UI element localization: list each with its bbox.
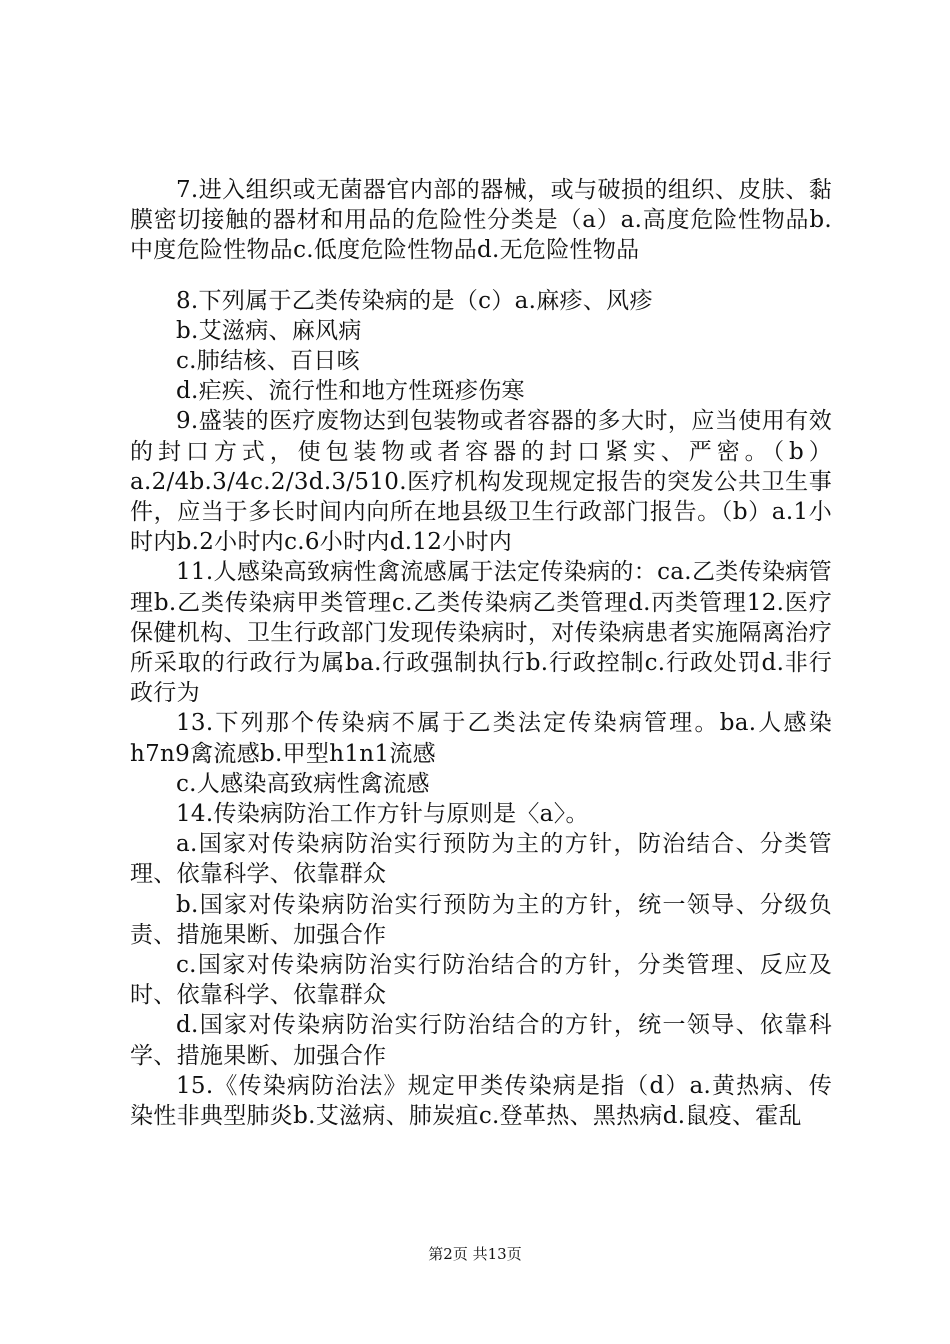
document-body bbox=[130, 175, 832, 1131]
question-8-option-d: d.疟疾、流行性和地方性斑疹伤寒 bbox=[176, 378, 525, 405]
question-13-option-c: c.人感染高致病性禽流感 bbox=[176, 770, 430, 797]
question-15: 15.《传染病防治法》规定甲类传染病是指（d）a.黄热病、传染性非典型肺炎b.艾滋病、肺炭疽c.登革热、黑热病d.鼠疫、霍乱 bbox=[130, 1072, 832, 1130]
paragraph-gap bbox=[130, 266, 832, 286]
question-9-10: 9.盛装的医疗废物达到包装物或者容器的多大时，应当使用有效的封口方式，使包装物或者容器的封口紧实、严密。（b）a.2/4b.3/4c.2/3d.3/510.医疗机构发现规定报告的突发公共卫生事件，应当于多长时间内向所在地县级卫生行政部门报告。（b）a.1小时内b.2小时内c.6小时内d.12小时内 bbox=[130, 408, 832, 556]
question-14-option-d: d.国家对传染病防治实行防治结合的方针，统一领导、依靠科学、措施果断、加强合作 bbox=[130, 1012, 832, 1069]
question-8-option-b: b.艾滋病、麻风病 bbox=[176, 317, 362, 344]
question-8: 8.下列属于乙类传染病的是（c）a.麻疹、风疹 bbox=[176, 287, 653, 314]
question-7: 7.进入组织或无菌器官内部的器械，或与破损的组织、皮肤、黏膜密切接触的器材和用品的危险性分类是（a）a.高度危险性物品b.中度危险性物品c.低度危险性物品d.无危险性物品 bbox=[130, 177, 832, 264]
question-14-option-b: b.国家对传染病防治实行预防为主的方针，统一领导、分级负责、措施果断、加强合作 bbox=[130, 891, 832, 948]
page-number-footer: 第2页 共13页 bbox=[428, 1245, 522, 1263]
question-8-option-c: c.肺结核、百日咳 bbox=[176, 348, 360, 375]
question-14: 14.传染病防治工作方针与原则是〈a〉。 bbox=[176, 801, 589, 828]
question-13: 13.下列那个传染病不属于乙类法定传染病管理。ba.人感染h7n9禽流感b.甲型h1n1流感 bbox=[130, 710, 832, 767]
question-14-option-c: c.国家对传染病防治实行防治结合的方针，分类管理、反应及时、依靠科学、依靠群众 bbox=[130, 952, 832, 1009]
question-11-12: 11.人感染高致病性禽流感属于法定传染病的：ca.乙类传染病管理b.乙类传染病甲类管理c.乙类传染病乙类管理d.丙类管理12.医疗保健机构、卫生行政部门发现传染病时，对传染病患者实施隔离治疗所采取的行政行为属ba.行政强制执行b.行政控制c.行政处罚d.非行政行为 bbox=[130, 559, 832, 707]
question-14-option-a: a.国家对传染病防治实行预防为主的方针，防治结合、分类管理、依靠科学、依靠群众 bbox=[130, 831, 832, 888]
